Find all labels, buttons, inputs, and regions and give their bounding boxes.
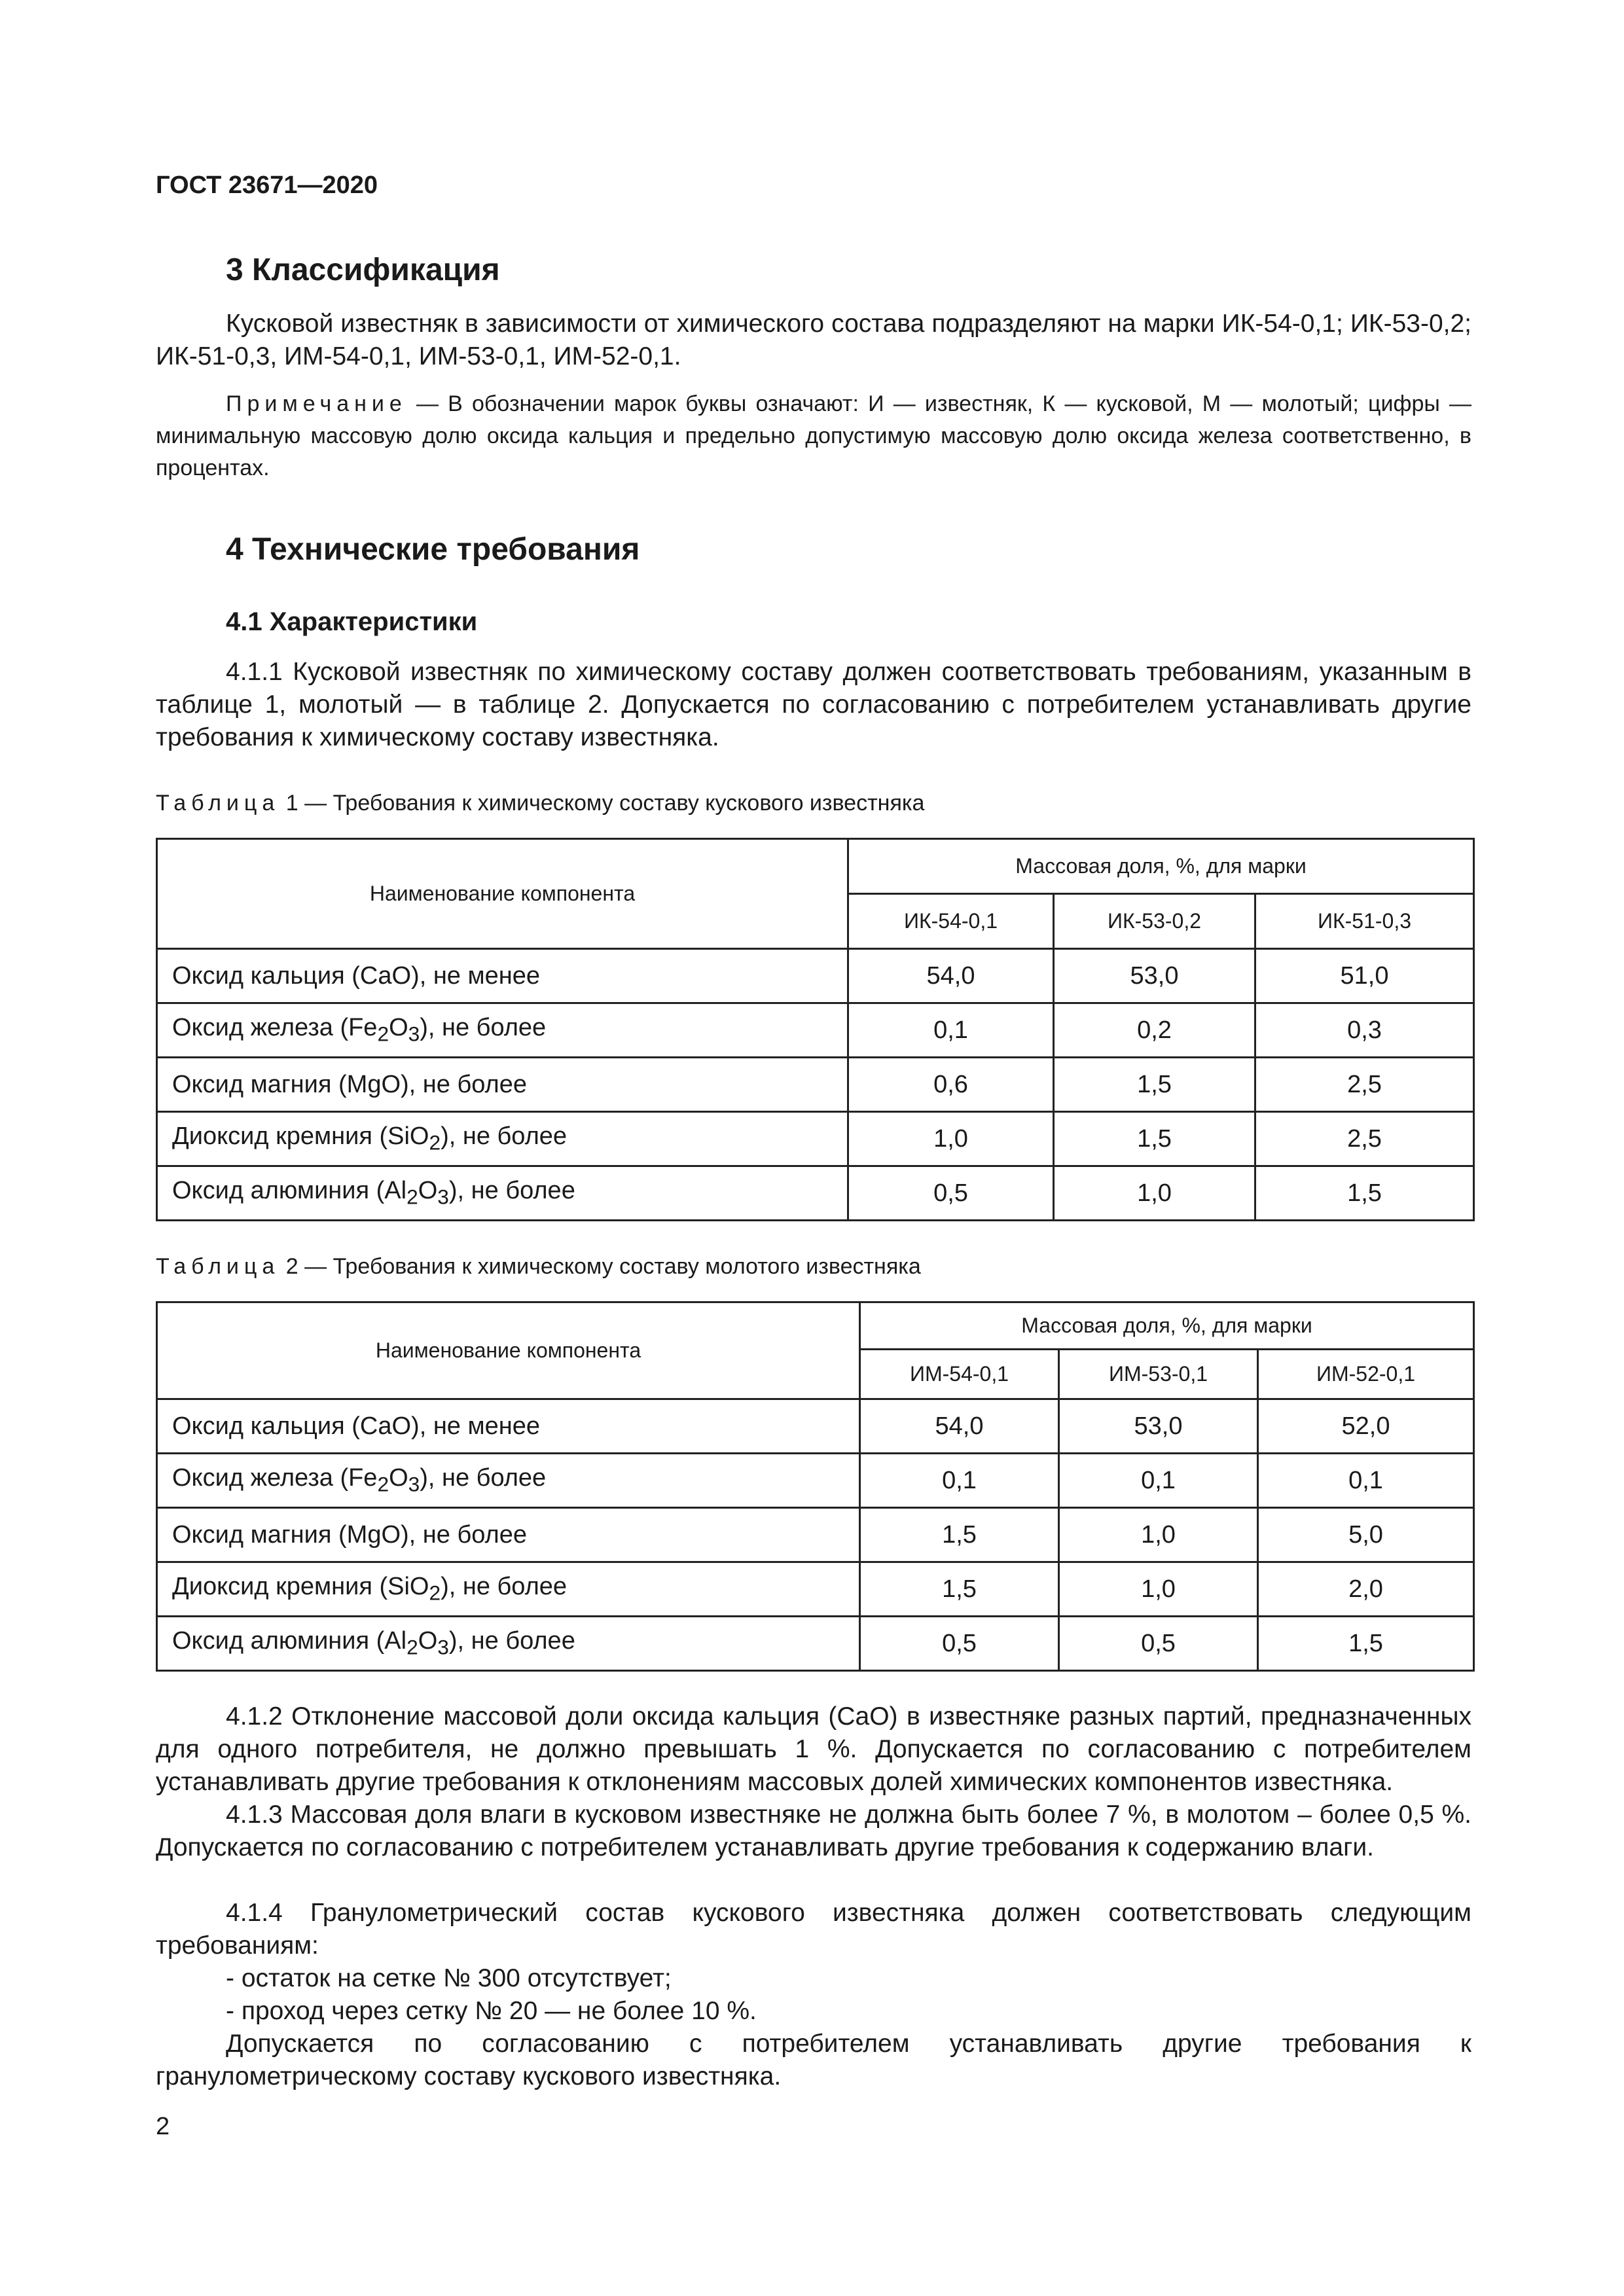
table-row [157,1508,1474,1562]
note-label: Примечание [226,391,407,416]
value-cell: 0,3 [1255,1003,1474,1058]
subsection-4-1-title: 4.1 Характеристики [226,607,478,636]
value-cell: 0,5 [860,1617,1059,1671]
component-name-text: O [418,1177,438,1205]
component-name-text: Диоксид кремния (SiO [172,1122,429,1151]
table-2-caption-text: 2 — Требования к химическому составу молотого известняка [280,1254,921,1279]
table-1-caption [156,791,924,816]
value-cell: 1,5 [1255,1166,1474,1221]
list-item: - проход через сетку № 20 — не более 10 %. [226,1997,757,2025]
component-name-text: ), не более [448,1177,575,1205]
paragraph-4-1-3-text: 4.1.3 Массовая доля влаги в кусковом известняке не должна быть более 7 %, в молотом – более 0,5 %. Допускается по согласованию с потребителем устанавливать другие требования к содержанию влаги. [156,1801,1471,1861]
table-row [157,1454,1474,1508]
formula-subscript: 3 [437,1185,449,1209]
value-cell: 1,0 [1059,1562,1258,1617]
table-row [157,1562,1474,1617]
paragraph-4-1-2-text: 4.1.2 Отклонение массовой доли оксида кальция (CaO) в известняке разных партий, предназначенных для одного потребителя, не должно превышать 1 %. Допускается по согласованию с потребителем устанавливать другие требования к отклонениям массовых долей химических компонентов известняка. [156,1702,1471,1796]
paragraph-4-1-4-text: 4.1.4 Гранулометрический состав кускового известняка должен соответствовать следующим требованиям: [156,1899,1471,1960]
component-name-cell [157,1617,860,1671]
component-name-text: ), не более [448,1627,575,1655]
value-cell: 2,0 [1258,1562,1474,1617]
formula-subscript: 3 [408,1022,420,1046]
value-cell: 1,5 [1054,1058,1255,1112]
component-name-cell [157,1003,848,1058]
formula-subscript: 2 [429,1130,441,1155]
paragraph-4-1-1-text: 4.1.1 Кусковой известняк по химическому составу должен соответствовать требованиям, указанным в таблице 1, молотый — в таблице 2. Допускается по согласованию с потребителем устанавливать другие требования к химическому составу известняка. [156,658,1471,751]
table-row [157,1617,1474,1671]
value-cell: 1,5 [1258,1617,1474,1671]
component-name-text: ), не более [441,1122,568,1151]
table-1-header-name: Наименование компонента [157,839,848,949]
value-cell: 1,5 [860,1562,1059,1617]
section-3-title: 3 Классификация [226,253,500,287]
paragraph-4-1-3 [156,1799,1471,1864]
table-2-header-name: Наименование компонента [157,1302,860,1399]
table-row [157,1003,1474,1058]
table-1-mark: ИК-51-0,3 [1255,894,1474,949]
paragraph-final [156,2028,1471,2093]
component-name-text: ), не более [420,1464,547,1492]
value-cell: 54,0 [848,949,1054,1003]
section-3-text: Кусковой известняк в зависимости от химического состава подразделяют на марки ИК-54-0,1; ИК-53-0,2; ИК-51-0,3, ИМ-54-0,1, ИМ-53-0,1, ИМ-52-0,1. [156,310,1471,370]
value-cell: 1,0 [848,1112,1054,1166]
formula-subscript: 3 [437,1635,449,1659]
component-name-text: O [389,1464,408,1492]
component-name-cell [157,1562,860,1617]
formula-subscript: 2 [406,1635,418,1659]
value-cell: 0,2 [1054,1003,1255,1058]
value-cell: 0,1 [1059,1454,1258,1508]
value-cell: 1,5 [1054,1112,1255,1166]
component-name-text: Оксид железа (Fe [172,1464,378,1492]
component-name-text: Оксид кальция (CaO), не менее [172,961,541,990]
component-name-text: ), не более [441,1573,568,1601]
section-3-paragraph [156,308,1471,373]
formula-subscript: 2 [377,1472,389,1496]
component-name-cell [157,1454,860,1508]
formula-subscript: 3 [408,1472,420,1496]
value-cell: 2,5 [1255,1058,1474,1112]
table-1-mark: ИК-54-0,1 [848,894,1054,949]
value-cell: 0,5 [848,1166,1054,1221]
table-row [157,1112,1474,1166]
formula-subscript: 2 [429,1581,441,1605]
table-1-caption-text: 1 — Требования к химическому составу кускового известняка [280,791,925,816]
table-2-mark: ИМ-53-0,1 [1059,1350,1258,1399]
table-1-header-group: Массовая доля, %, для марки [848,839,1474,894]
component-name-text: Оксид железа (Fe [172,1014,378,1042]
component-name-text: Оксид магния (MgO), не более [172,1070,527,1098]
value-cell: 0,1 [848,1003,1054,1058]
section-4-title: 4 Технические требования [226,532,640,567]
component-name-cell [157,1058,848,1112]
value-cell: 0,5 [1059,1617,1258,1671]
paragraph-4-1-4 [156,1897,1471,1962]
table-2-header-row [157,1302,1474,1350]
component-name-text: O [389,1014,408,1042]
table-2 [156,1301,1475,1672]
paragraph-4-1-1 [156,656,1471,754]
value-cell: 52,0 [1258,1399,1474,1454]
page-number: 2 [156,2113,170,2140]
component-name-cell [157,1166,848,1221]
value-cell: 53,0 [1054,949,1255,1003]
value-cell: 1,0 [1054,1166,1255,1221]
value-cell: 51,0 [1255,949,1474,1003]
table-2-header-group: Массовая доля, %, для марки [860,1302,1474,1350]
table-row [157,1058,1474,1112]
standard-header: ГОСТ 23671—2020 [156,171,378,199]
table-row [157,949,1474,1003]
table-1-mark: ИК-53-0,2 [1054,894,1255,949]
table-1-caption-label: Таблица [156,791,280,816]
table-1-header-row [157,839,1474,894]
value-cell: 0,1 [1258,1454,1474,1508]
granulometry-list [226,1962,757,2028]
component-name-cell [157,1508,860,1562]
value-cell: 53,0 [1059,1399,1258,1454]
component-name-text: Оксид кальция (CaO), не менее [172,1412,541,1440]
table-2-caption-label: Таблица [156,1254,280,1279]
component-name-text: O [418,1627,438,1655]
value-cell: 0,6 [848,1058,1054,1112]
component-name-text: Оксид магния (MgO), не более [172,1520,527,1549]
formula-subscript: 2 [377,1022,389,1046]
component-name-text: Диоксид кремния (SiO [172,1573,429,1601]
table-row [157,1399,1474,1454]
value-cell: 0,1 [860,1454,1059,1508]
value-cell: 2,5 [1255,1112,1474,1166]
table-2-caption [156,1254,921,1280]
value-cell: 1,0 [1059,1508,1258,1562]
table-2-mark: ИМ-54-0,1 [860,1350,1059,1399]
value-cell: 5,0 [1258,1508,1474,1562]
table-row [157,1166,1474,1221]
value-cell: 1,5 [860,1508,1059,1562]
paragraph-4-1-2 [156,1700,1471,1799]
value-cell: 54,0 [860,1399,1059,1454]
component-name-text: ), не более [420,1014,547,1042]
component-name-cell [157,1399,860,1454]
classification-note [156,388,1471,484]
table-1 [156,838,1475,1221]
list-item: - остаток на сетке № 300 отсутствует; [226,1964,672,1992]
formula-subscript: 2 [406,1185,418,1209]
component-name-text: Оксид алюминия (Al [172,1627,407,1655]
note-text: — В обозначении марок буквы означают: И — известняк, К — кусковой, М — молотый; цифры — минимальную массовую долю оксида кальция и предельно допустимую массовую долю оксида железа соответственно, в процентах. [156,391,1471,480]
paragraph-final-text: Допускается по согласованию с потребителем устанавливать другие требования к гранулометрическому составу кускового известняка. [156,2030,1471,2090]
component-name-text: Оксид алюминия (Al [172,1177,407,1205]
table-2-mark: ИМ-52-0,1 [1258,1350,1474,1399]
component-name-cell [157,1112,848,1166]
component-name-cell [157,949,848,1003]
